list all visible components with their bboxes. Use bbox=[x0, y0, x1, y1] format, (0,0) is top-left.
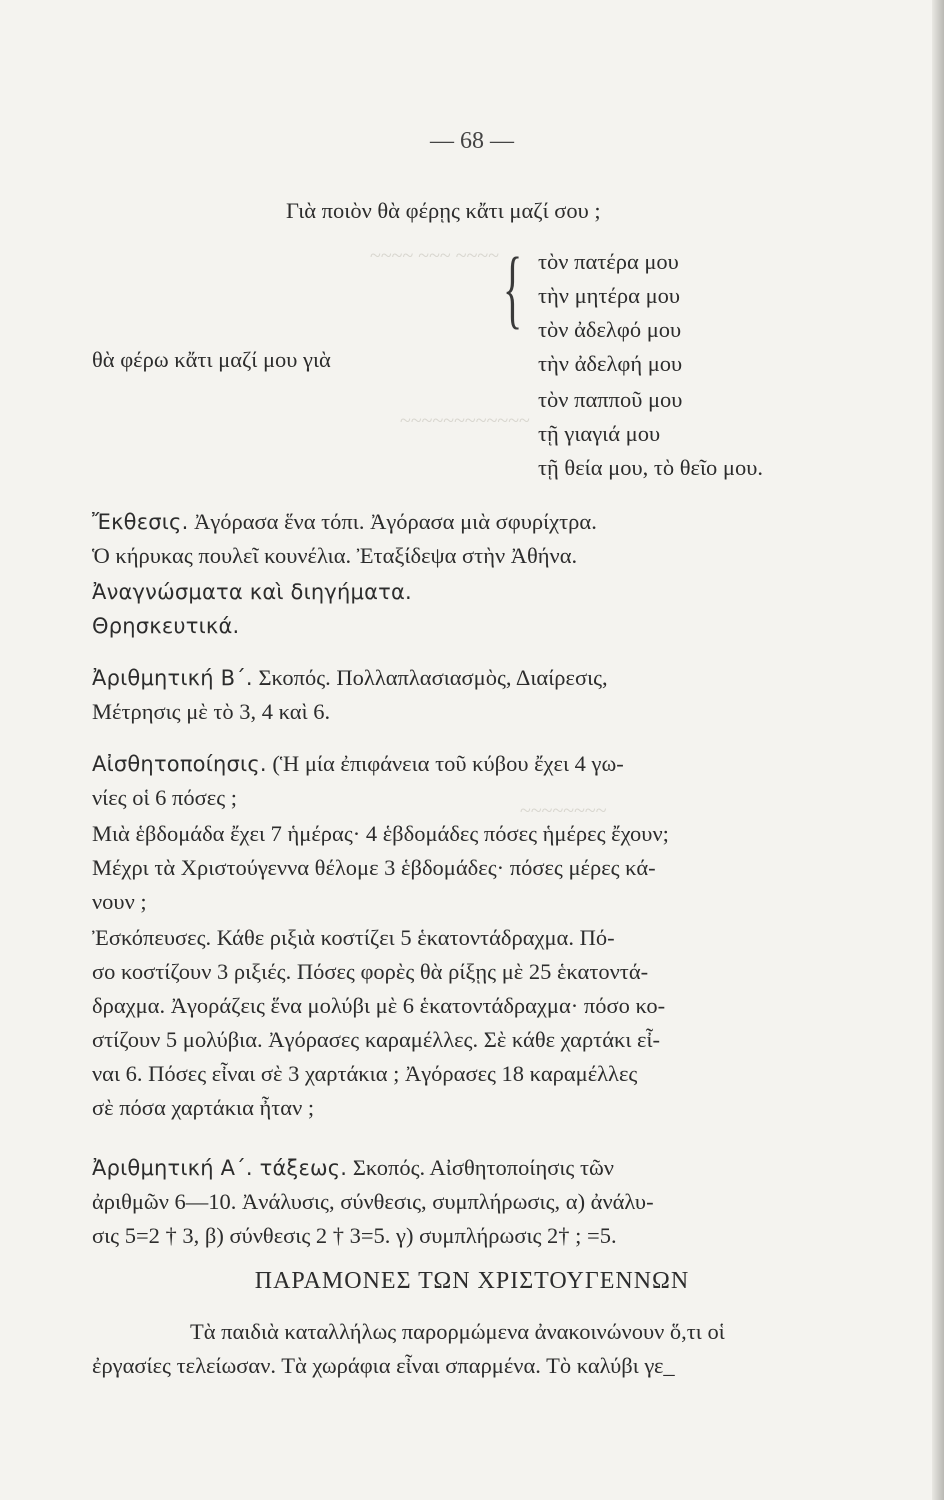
paragraph-line: σὲ πόσα χαρτάκια ἦταν ; bbox=[92, 1095, 315, 1120]
section-heading: ΠΑΡΑΜΟΝΕΣ ΤΩΝ ΧΡΙΣΤΟΥΓΕΝΝΩΝ bbox=[254, 1268, 690, 1294]
relative-item: τὴν μητέρα μου bbox=[538, 283, 681, 308]
arithmetic-a-text: Σκοπός. Αἰσθητοποίησις τῶν bbox=[352, 1155, 614, 1180]
relative-item: τῇ θεία μου, τὸ θεῖο μου. bbox=[538, 455, 763, 480]
arithmetic-a-line-3: σις 5=2 † 3, β) σύνθεσις 2 † 3=5. γ) συμπλήρωσις 2† ; =5. bbox=[92, 1223, 617, 1248]
brace-left: { bbox=[503, 238, 523, 338]
bleed-through: ~~~~~~~~~~~~ bbox=[400, 410, 530, 432]
ekthesis-line-2: Ὁ κήρυκας πουλεῖ κουνέλια. Ἐταξίδεψα στὴν Ἀθήνα. bbox=[92, 543, 578, 568]
anagnosmata-heading: Ἀναγνώσματα καὶ διηγήματα. bbox=[92, 580, 412, 604]
arithmetic-b-text: Σκοπός. Πολλαπλασιασμὸς, Διαίρεσις, bbox=[258, 665, 608, 690]
question-line: Γιὰ ποιὸν θὰ φέρῃς κἄτι μαζί σου ; bbox=[286, 198, 601, 223]
paragraph-line: δραχμα. Ἀγοράζεις ἕνα μολύβι μὲ 6 ἑκατοντάδραχμα· πόσο κο- bbox=[92, 993, 666, 1018]
arithmetic-a-line-1 bbox=[92, 1153, 892, 1183]
relative-item: τὸν παπποῦ μου bbox=[538, 387, 683, 412]
ekthesis-line-1 bbox=[92, 507, 892, 537]
paragraph-line: σο κοστίζουν 3 ριξιές. Πόσες φορὲς θὰ ρίξῃς μὲ 25 ἑκατοντά- bbox=[92, 959, 649, 984]
ekthesis-text: Ἀγόρασα ἕνα τόπι. Ἀγόρασα μιὰ σφυρίχτρα. bbox=[194, 509, 597, 534]
paragraph-line: ναι 6. Πόσες εἶναι σὲ 3 χαρτάκια ; Ἀγόρασες 18 καραμέλλες bbox=[92, 1061, 638, 1086]
relative-item: τὴν ἀδελφή μου bbox=[538, 351, 683, 376]
arithmetic-b-label: Ἀριθμητική Β΄. bbox=[92, 666, 253, 690]
paragraph-line: Μιὰ ἑβδομάδα ἔχει 7 ἡμέρας· 4 ἑβδομάδες πόσες ἡμέρες ἔχουν; bbox=[92, 821, 669, 846]
arithmetic-b-line-1 bbox=[92, 663, 892, 693]
ekthesis-label: Ἔκθεσις. bbox=[92, 510, 189, 534]
threskeutika-heading: Θρησκευτικά. bbox=[92, 614, 240, 638]
answer-stem: θὰ φέρω κἄτι μαζί μου γιὰ bbox=[92, 347, 331, 372]
paragraph-line: Μέχρι τὰ Χριστούγεννα θέλομε 3 ἑβδομάδες· πόσες μέρες κά- bbox=[92, 855, 656, 880]
arithmetic-b-line-2: Μέτρησις μὲ τὸ 3, 4 καὶ 6. bbox=[92, 699, 331, 724]
arithmetic-a-label: Ἀριθμητική Α΄. τάξεως. bbox=[92, 1156, 348, 1180]
page-number: — 68 — bbox=[430, 128, 514, 154]
bleed-through: ~~~~~~~~ bbox=[520, 800, 607, 822]
paragraph-line: στίζουν 5 μολύβια. Ἀγόρασες καραμέλλες. Σὲ κάθε χαρτάκι εἶ- bbox=[92, 1027, 661, 1052]
closing-line: ἐργασίες τελείωσαν. Τὰ χωράφια εἶναι σπαρμένα. Τὸ καλύβι γε_ bbox=[92, 1353, 675, 1378]
relative-item: τὸν ἀδελφό μου bbox=[538, 317, 682, 342]
aisthitopoiisis-line-1 bbox=[92, 749, 892, 779]
paragraph-line: νουν ; bbox=[92, 889, 147, 914]
closing-line: Τὰ παιδιὰ καταλλήλως παρορμώμενα ἀνακοινώνουν ὅ,τι οἱ bbox=[190, 1319, 725, 1344]
paragraph-line: Ἐσκόπευσες. Κάθε ριξιὰ κοστίζει 5 ἑκατοντάδραχμα. Πό- bbox=[92, 925, 615, 950]
relative-item: τῇ γιαγιά μου bbox=[538, 421, 661, 446]
aisthitopoiisis-label: Αἰσθητοποίησις. bbox=[92, 752, 267, 776]
arithmetic-a-line-2: ἀριθμῶν 6—10. Ἀνάλυσις, σύνθεσις, συμπλήρωσις, α) ἀνάλυ- bbox=[92, 1189, 654, 1214]
relative-item: τὸν πατέρα μου bbox=[538, 249, 679, 274]
aisthitopoiisis-text: (Ἡ μία ἐπιφάνεια τοῦ κύβου ἔχει 4 γω- bbox=[272, 751, 624, 776]
paragraph-line: νίες οἱ 6 πόσες ; bbox=[92, 785, 237, 810]
bleed-through: ~~~~ ~~~ ~~~~ bbox=[370, 245, 500, 267]
